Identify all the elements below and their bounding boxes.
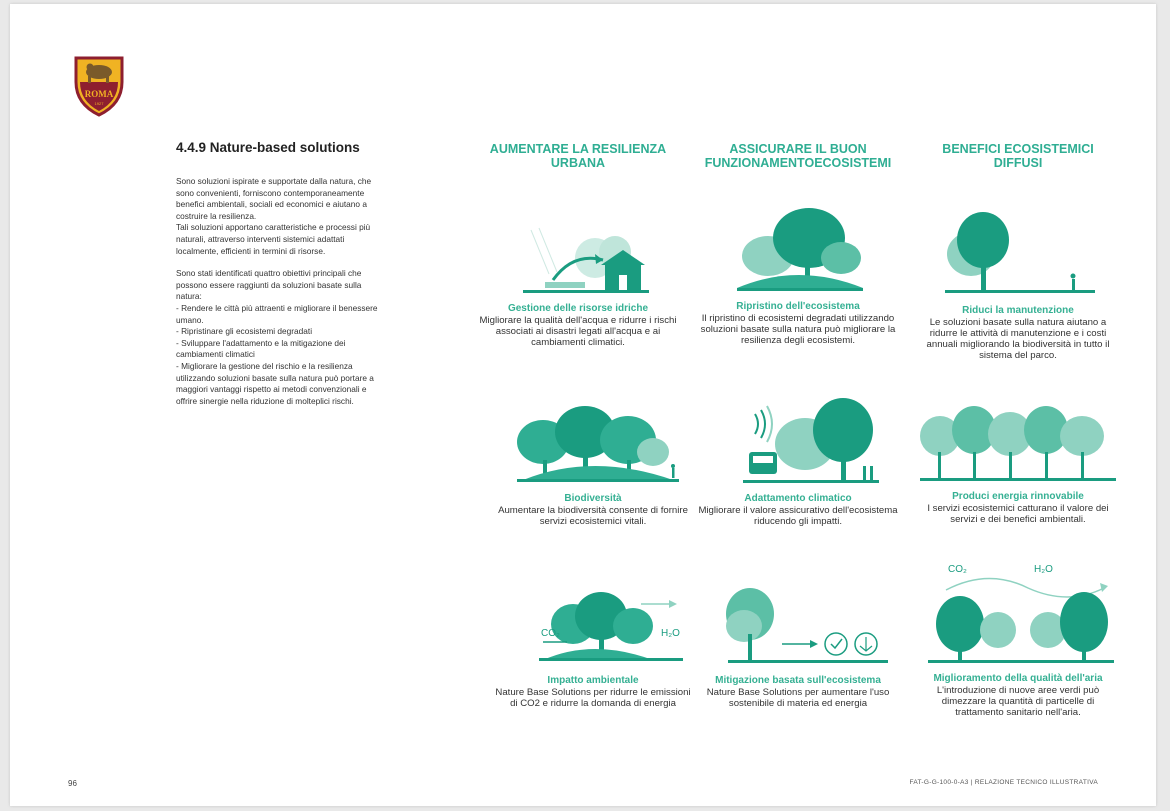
h2o-label: H₂O xyxy=(1034,564,1053,575)
benefit-item xyxy=(913,204,1123,361)
tree-row-icon xyxy=(918,400,1118,490)
benefit-item xyxy=(693,394,903,527)
intro-paragraph: Tali soluzioni apportano caratteristiche e processi più naturali, attraverso interventi sistemici adattati localmente, efficienti in termini di risorse. xyxy=(176,222,371,256)
document-page xyxy=(10,4,1156,806)
tree-person-icon xyxy=(933,204,1103,304)
h2o-label: H₂O xyxy=(661,628,680,639)
benefit-title: Impatto ambientale xyxy=(547,675,639,686)
benefit-item xyxy=(488,590,698,709)
benefit-item xyxy=(488,402,698,527)
benefit-item xyxy=(913,558,1123,718)
intro-bullet: - Ripristinare gli ecosistemi degradati xyxy=(176,326,313,337)
benefit-item xyxy=(693,582,903,709)
as-roma-logo xyxy=(72,52,126,118)
intro-text xyxy=(176,176,384,407)
column-heading: BENEFICI ECOSISTEMICI DIFFUSI xyxy=(942,142,1094,170)
noise-buffer-icon xyxy=(713,394,883,492)
benefit-description: Il ripristino di ecosistemi degradati utilizzando soluzioni basate sulla natura può migliorare la resilienza degli ecosistemi. xyxy=(700,313,896,346)
benefit-description: Migliorare il valore assicurativo dell'ecosistema riducendo gli impatti. xyxy=(698,505,898,527)
intro-bullet: - Rendere le città più attraenti e migliorare il benessere umano. xyxy=(176,302,378,325)
recycle-icon xyxy=(708,582,888,674)
column-heading: AUMENTARE LA RESILIENZA URBANA xyxy=(489,142,667,170)
benefit-description: L'introduzione di nuove aree verdi può dimezzare la quantità di particelle di trattamento sanitario nell'aria. xyxy=(936,685,1100,718)
water-house-icon xyxy=(503,210,653,302)
logo-text: ROMA xyxy=(84,89,114,99)
benefit-description: Le soluzioni basate sulla natura aiutano a ridurre le attività di manutenzione e i costi annuali migliorando la biodiversità in tutto il sistema del parco. xyxy=(926,317,1110,361)
benefit-title: Adattamento climatico xyxy=(744,493,852,504)
section-title: 4.4.9 Nature-based solutions xyxy=(176,140,360,155)
page-number: 96 xyxy=(68,779,77,788)
benefit-item xyxy=(913,400,1123,525)
intro-bullet: - Migliorare la gestione del rischio e la resilienza utilizzando soluzioni basate sulla natura può portare a maggiori vantaggi rispetto ai metodi convenzionali e offrire sinergie nella riduzione di molteplici rischi. xyxy=(176,360,374,406)
benefit-title: Ripristino dell'ecosistema xyxy=(736,301,860,312)
benefit-item xyxy=(473,210,683,348)
benefit-title: Riduci la manutenzione xyxy=(962,305,1074,316)
benefit-description: Aumentare la biodiversità consente di fornire servizi ecosistemici vitali. xyxy=(498,505,688,527)
benefit-item xyxy=(693,200,903,346)
benefit-title: Produci energia rinnovabile xyxy=(952,491,1084,502)
benefit-title: Biodiversità xyxy=(564,493,622,504)
co2-label: CO₂ xyxy=(948,564,967,575)
benefit-description: Nature Base Solutions per ridurre le emissioni di CO2 e ridurre la domanda di energia xyxy=(495,687,691,709)
column-heading: ASSICURARE IL BUON FUNZIONAMENTOECOSISTEMI xyxy=(704,142,892,170)
logo-year: 1927 xyxy=(94,101,104,106)
co2-exchange-icon xyxy=(503,590,683,674)
benefit-title: Mitigazione basata sull'ecosistema xyxy=(715,675,881,686)
benefit-title: Gestione delle risorse idriche xyxy=(507,303,649,314)
air-quality-icon xyxy=(918,558,1118,672)
forest-hill-icon xyxy=(503,402,683,492)
benefit-description: Nature Base Solutions per aumentare l'uso sostenibile di materia ed energia xyxy=(706,687,890,709)
co2-label: CO₂ xyxy=(541,628,560,639)
intro-paragraph: Sono stati identificati quattro obiettivi principali che possono essere raggiunti da soluzioni basate sulla natura: xyxy=(176,268,362,302)
intro-bullet: - Sviluppare l'adattamento e la mitigazione dei cambiamenti climatici xyxy=(176,337,346,360)
tree-cluster-icon xyxy=(723,200,873,300)
benefit-description: I servizi ecosistemici catturano il valore dei servizi e dei benefici ambientali. xyxy=(927,503,1109,525)
benefit-description: Migliorare la qualità dell'acqua e ridurre i rischi associati ai disastri legati all'acqua e ai cambiamenti climatici. xyxy=(479,315,677,348)
document-code: FAT-G-G-100-0-A3 | RELAZIONE TECNICO ILLUSTRATIVA xyxy=(909,779,1098,786)
intro-paragraph: Sono soluzioni ispirate e supportate dalla natura, che sono convenienti, forniscono contemporaneamente benefici ambientali, sociali ed economici e aiutano a costruire la resilienza. xyxy=(176,176,372,221)
benefit-title: Miglioramento della qualità dell'aria xyxy=(933,673,1103,684)
